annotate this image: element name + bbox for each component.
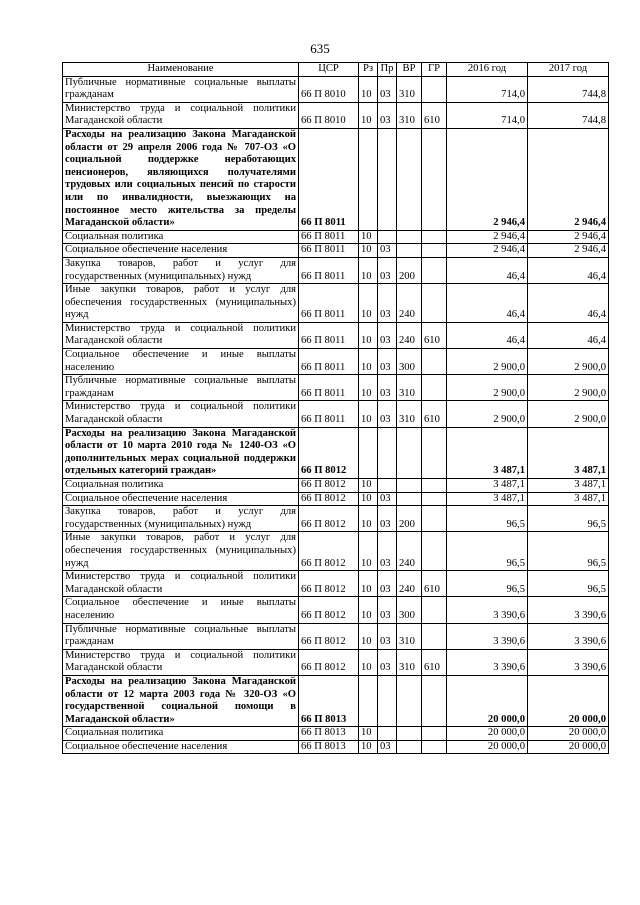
table-body bbox=[63, 76, 609, 754]
row-name: Закупка товаров, работ и услуг для государственных (муниципальных) нужд bbox=[63, 257, 299, 283]
row-2016: 46,4 bbox=[447, 257, 528, 283]
page-number: 635 bbox=[310, 41, 330, 56]
row-2016: 46,4 bbox=[447, 284, 528, 323]
row-csr: 66 П 8010 bbox=[299, 102, 359, 128]
row-name: Иные закупки товаров, работ и услуг для обеспечения государственных (муниципальных) нужд bbox=[63, 284, 299, 323]
row-gr: 610 bbox=[422, 571, 447, 597]
row-rz: 10 bbox=[359, 257, 378, 283]
row-csr: 66 П 8012 bbox=[299, 649, 359, 675]
table-row bbox=[63, 623, 609, 649]
row-gr bbox=[422, 284, 447, 323]
row-vr: 200 bbox=[397, 257, 422, 283]
row-gr: 610 bbox=[422, 322, 447, 348]
row-name: Публичные нормативные социальные выплаты гражданам bbox=[63, 375, 299, 401]
row-csr: 66 П 8010 bbox=[299, 76, 359, 102]
header-rz: Рз bbox=[359, 63, 378, 77]
row-rz: 10 bbox=[359, 623, 378, 649]
row-name: Министерство труда и социальной политики Магаданской области bbox=[63, 649, 299, 675]
row-rz: 10 bbox=[359, 401, 378, 427]
row-gr bbox=[422, 740, 447, 754]
row-gr bbox=[422, 623, 447, 649]
row-2017: 20 000,0 bbox=[528, 727, 609, 741]
table-row bbox=[63, 257, 609, 283]
row-gr bbox=[422, 349, 447, 375]
row-pr: 03 bbox=[378, 322, 397, 348]
row-2017: 3 390,6 bbox=[528, 649, 609, 675]
row-pr bbox=[378, 230, 397, 244]
row-gr bbox=[422, 76, 447, 102]
row-vr: 240 bbox=[397, 322, 422, 348]
row-pr: 03 bbox=[378, 257, 397, 283]
row-2017: 20 000,0 bbox=[528, 740, 609, 754]
table-row bbox=[63, 322, 609, 348]
row-pr: 03 bbox=[378, 597, 397, 623]
row-pr: 03 bbox=[378, 532, 397, 571]
row-vr bbox=[397, 479, 422, 493]
row-2016: 2 946,4 bbox=[447, 128, 528, 230]
row-2016: 20 000,0 bbox=[447, 727, 528, 741]
row-2016: 2 900,0 bbox=[447, 349, 528, 375]
table-row bbox=[63, 675, 609, 726]
row-name: Социальное обеспечение населения bbox=[63, 244, 299, 258]
row-rz: 10 bbox=[359, 375, 378, 401]
row-vr: 240 bbox=[397, 571, 422, 597]
row-vr: 300 bbox=[397, 597, 422, 623]
row-pr: 03 bbox=[378, 244, 397, 258]
row-gr bbox=[422, 506, 447, 532]
row-pr bbox=[378, 727, 397, 741]
row-name: Расходы на реализацию Закона Магаданской области от 12 марта 2003 года № 320-ОЗ «О государственной социальной помощи в Магаданской области» bbox=[63, 675, 299, 726]
row-pr: 03 bbox=[378, 349, 397, 375]
row-name: Публичные нормативные социальные выплаты гражданам bbox=[63, 623, 299, 649]
row-name: Министерство труда и социальной политики Магаданской области bbox=[63, 322, 299, 348]
table-row bbox=[63, 740, 609, 754]
row-rz: 10 bbox=[359, 740, 378, 754]
table-row bbox=[63, 349, 609, 375]
row-2016: 2 946,4 bbox=[447, 230, 528, 244]
row-pr: 03 bbox=[378, 492, 397, 506]
row-pr: 03 bbox=[378, 401, 397, 427]
row-name: Министерство труда и социальной политики Магаданской области bbox=[63, 571, 299, 597]
row-2017: 2 900,0 bbox=[528, 401, 609, 427]
row-vr bbox=[397, 128, 422, 230]
header-csr: ЦСР bbox=[299, 63, 359, 77]
row-name: Министерство труда и социальной политики Магаданской области bbox=[63, 401, 299, 427]
row-2017: 3 487,1 bbox=[528, 492, 609, 506]
row-csr: 66 П 8012 bbox=[299, 506, 359, 532]
table-row bbox=[63, 427, 609, 478]
row-name: Социальная политика bbox=[63, 727, 299, 741]
row-vr bbox=[397, 727, 422, 741]
row-2017: 96,5 bbox=[528, 571, 609, 597]
row-gr bbox=[422, 532, 447, 571]
row-2016: 96,5 bbox=[447, 571, 528, 597]
row-rz: 10 bbox=[359, 349, 378, 375]
table-row bbox=[63, 375, 609, 401]
row-pr: 03 bbox=[378, 284, 397, 323]
table-row bbox=[63, 506, 609, 532]
budget-table bbox=[62, 62, 609, 754]
header-vr: ВР bbox=[397, 63, 422, 77]
row-rz: 10 bbox=[359, 479, 378, 493]
row-csr: 66 П 8011 bbox=[299, 349, 359, 375]
row-2016: 3 390,6 bbox=[447, 649, 528, 675]
row-pr: 03 bbox=[378, 571, 397, 597]
row-name: Социальное обеспечение и иные выплаты населению bbox=[63, 597, 299, 623]
row-csr: 66 П 8011 bbox=[299, 128, 359, 230]
table-row bbox=[63, 102, 609, 128]
header-2017: 2017 год bbox=[528, 63, 609, 77]
row-rz: 10 bbox=[359, 102, 378, 128]
row-2016: 714,0 bbox=[447, 102, 528, 128]
row-rz bbox=[359, 427, 378, 478]
row-2017: 3 390,6 bbox=[528, 623, 609, 649]
row-gr bbox=[422, 375, 447, 401]
row-name: Министерство труда и социальной политики Магаданской области bbox=[63, 102, 299, 128]
row-vr: 240 bbox=[397, 284, 422, 323]
row-pr: 03 bbox=[378, 649, 397, 675]
row-pr: 03 bbox=[378, 740, 397, 754]
row-vr bbox=[397, 740, 422, 754]
row-2017: 744,8 bbox=[528, 102, 609, 128]
row-gr: 610 bbox=[422, 102, 447, 128]
row-csr: 66 П 8013 bbox=[299, 675, 359, 726]
row-2017: 2 946,4 bbox=[528, 230, 609, 244]
row-pr: 03 bbox=[378, 375, 397, 401]
row-2017: 2 946,4 bbox=[528, 128, 609, 230]
row-csr: 66 П 8013 bbox=[299, 740, 359, 754]
row-name: Социальное обеспечение населения bbox=[63, 492, 299, 506]
row-rz: 10 bbox=[359, 322, 378, 348]
row-2017: 46,4 bbox=[528, 322, 609, 348]
row-2016: 714,0 bbox=[447, 76, 528, 102]
row-pr: 03 bbox=[378, 76, 397, 102]
row-2017: 46,4 bbox=[528, 284, 609, 323]
header-pr: Пр bbox=[378, 63, 397, 77]
row-name: Расходы на реализацию Закона Магаданской области от 10 марта 2010 года № 1240-ОЗ «О дополнительных мерах социальной поддержки отдельных категорий граждан» bbox=[63, 427, 299, 478]
row-name: Социальное обеспечение и иные выплаты населению bbox=[63, 349, 299, 375]
row-vr bbox=[397, 244, 422, 258]
row-name: Социальная политика bbox=[63, 479, 299, 493]
row-vr: 310 bbox=[397, 401, 422, 427]
row-gr: 610 bbox=[422, 401, 447, 427]
table-row bbox=[63, 649, 609, 675]
row-rz: 10 bbox=[359, 284, 378, 323]
row-rz: 10 bbox=[359, 597, 378, 623]
row-vr: 310 bbox=[397, 102, 422, 128]
row-gr bbox=[422, 230, 447, 244]
table-row bbox=[63, 284, 609, 323]
row-csr: 66 П 8012 bbox=[299, 623, 359, 649]
row-name: Публичные нормативные социальные выплаты гражданам bbox=[63, 76, 299, 102]
row-csr: 66 П 8011 bbox=[299, 375, 359, 401]
table-header-row bbox=[63, 63, 609, 77]
row-2017: 744,8 bbox=[528, 76, 609, 102]
row-2016: 20 000,0 bbox=[447, 675, 528, 726]
row-name: Иные закупки товаров, работ и услуг для обеспечения государственных (муниципальных) нужд bbox=[63, 532, 299, 571]
row-vr bbox=[397, 492, 422, 506]
row-2016: 96,5 bbox=[447, 506, 528, 532]
table-row bbox=[63, 230, 609, 244]
table-row bbox=[63, 76, 609, 102]
row-vr bbox=[397, 675, 422, 726]
row-2016: 3 390,6 bbox=[447, 623, 528, 649]
row-rz: 10 bbox=[359, 532, 378, 571]
row-csr: 66 П 8013 bbox=[299, 727, 359, 741]
row-vr bbox=[397, 427, 422, 478]
row-2016: 3 487,1 bbox=[447, 427, 528, 478]
row-gr bbox=[422, 492, 447, 506]
row-2016: 3 487,1 bbox=[447, 492, 528, 506]
row-2016: 2 946,4 bbox=[447, 244, 528, 258]
row-pr: 03 bbox=[378, 506, 397, 532]
table-row bbox=[63, 532, 609, 571]
row-name: Социальное обеспечение населения bbox=[63, 740, 299, 754]
row-rz: 10 bbox=[359, 244, 378, 258]
row-rz: 10 bbox=[359, 649, 378, 675]
row-2017: 2 946,4 bbox=[528, 244, 609, 258]
row-gr bbox=[422, 479, 447, 493]
row-csr: 66 П 8012 bbox=[299, 492, 359, 506]
row-name: Расходы на реализацию Закона Магаданской области от 29 апреля 2006 года № 707-ОЗ «О социальной поддержке неработающих пенсионеров, являющихся получателями трудовых или социальных пенсий по старости или по инвалидности, выезжающих на постоянное место жительства за пределы Магаданской области» bbox=[63, 128, 299, 230]
row-2017: 2 900,0 bbox=[528, 349, 609, 375]
row-rz: 10 bbox=[359, 492, 378, 506]
table-row bbox=[63, 571, 609, 597]
row-vr: 300 bbox=[397, 349, 422, 375]
row-pr: 03 bbox=[378, 102, 397, 128]
row-rz: 10 bbox=[359, 76, 378, 102]
row-vr: 310 bbox=[397, 623, 422, 649]
row-2016: 2 900,0 bbox=[447, 401, 528, 427]
table-row bbox=[63, 128, 609, 230]
row-rz: 10 bbox=[359, 506, 378, 532]
row-gr bbox=[422, 597, 447, 623]
row-2017: 3 487,1 bbox=[528, 479, 609, 493]
table-row bbox=[63, 401, 609, 427]
row-vr: 310 bbox=[397, 375, 422, 401]
row-rz: 10 bbox=[359, 727, 378, 741]
row-2016: 96,5 bbox=[447, 532, 528, 571]
row-csr: 66 П 8011 bbox=[299, 230, 359, 244]
row-vr bbox=[397, 230, 422, 244]
row-2017: 20 000,0 bbox=[528, 675, 609, 726]
row-2017: 3 390,6 bbox=[528, 597, 609, 623]
row-pr bbox=[378, 479, 397, 493]
row-2016: 3 390,6 bbox=[447, 597, 528, 623]
row-csr: 66 П 8012 bbox=[299, 427, 359, 478]
row-pr bbox=[378, 128, 397, 230]
row-csr: 66 П 8011 bbox=[299, 257, 359, 283]
row-vr: 310 bbox=[397, 76, 422, 102]
row-2017: 3 487,1 bbox=[528, 427, 609, 478]
row-pr bbox=[378, 675, 397, 726]
header-name: Наименование bbox=[63, 63, 299, 77]
row-gr bbox=[422, 257, 447, 283]
row-gr bbox=[422, 727, 447, 741]
row-rz bbox=[359, 675, 378, 726]
row-gr bbox=[422, 128, 447, 230]
row-vr: 200 bbox=[397, 506, 422, 532]
row-name: Социальная политика bbox=[63, 230, 299, 244]
row-csr: 66 П 8011 bbox=[299, 284, 359, 323]
row-gr bbox=[422, 244, 447, 258]
header-gr: ГР bbox=[422, 63, 447, 77]
row-name: Закупка товаров, работ и услуг для государственных (муниципальных) нужд bbox=[63, 506, 299, 532]
row-csr: 66 П 8012 bbox=[299, 597, 359, 623]
row-pr: 03 bbox=[378, 623, 397, 649]
header-2016: 2016 год bbox=[447, 63, 528, 77]
row-2017: 46,4 bbox=[528, 257, 609, 283]
row-2017: 96,5 bbox=[528, 532, 609, 571]
row-csr: 66 П 8012 bbox=[299, 532, 359, 571]
row-vr: 310 bbox=[397, 649, 422, 675]
row-2016: 46,4 bbox=[447, 322, 528, 348]
row-2016: 2 900,0 bbox=[447, 375, 528, 401]
table-row bbox=[63, 492, 609, 506]
table-row bbox=[63, 479, 609, 493]
row-2017: 96,5 bbox=[528, 506, 609, 532]
row-pr bbox=[378, 427, 397, 478]
row-rz: 10 bbox=[359, 230, 378, 244]
table-row bbox=[63, 597, 609, 623]
row-csr: 66 П 8012 bbox=[299, 571, 359, 597]
row-csr: 66 П 8011 bbox=[299, 322, 359, 348]
row-2016: 3 487,1 bbox=[447, 479, 528, 493]
row-gr bbox=[422, 427, 447, 478]
row-rz bbox=[359, 128, 378, 230]
row-2016: 20 000,0 bbox=[447, 740, 528, 754]
row-gr bbox=[422, 675, 447, 726]
row-rz: 10 bbox=[359, 571, 378, 597]
row-2017: 2 900,0 bbox=[528, 375, 609, 401]
table-row bbox=[63, 727, 609, 741]
row-csr: 66 П 8012 bbox=[299, 479, 359, 493]
table-row bbox=[63, 244, 609, 258]
row-vr: 240 bbox=[397, 532, 422, 571]
row-csr: 66 П 8011 bbox=[299, 244, 359, 258]
row-csr: 66 П 8011 bbox=[299, 401, 359, 427]
row-gr: 610 bbox=[422, 649, 447, 675]
